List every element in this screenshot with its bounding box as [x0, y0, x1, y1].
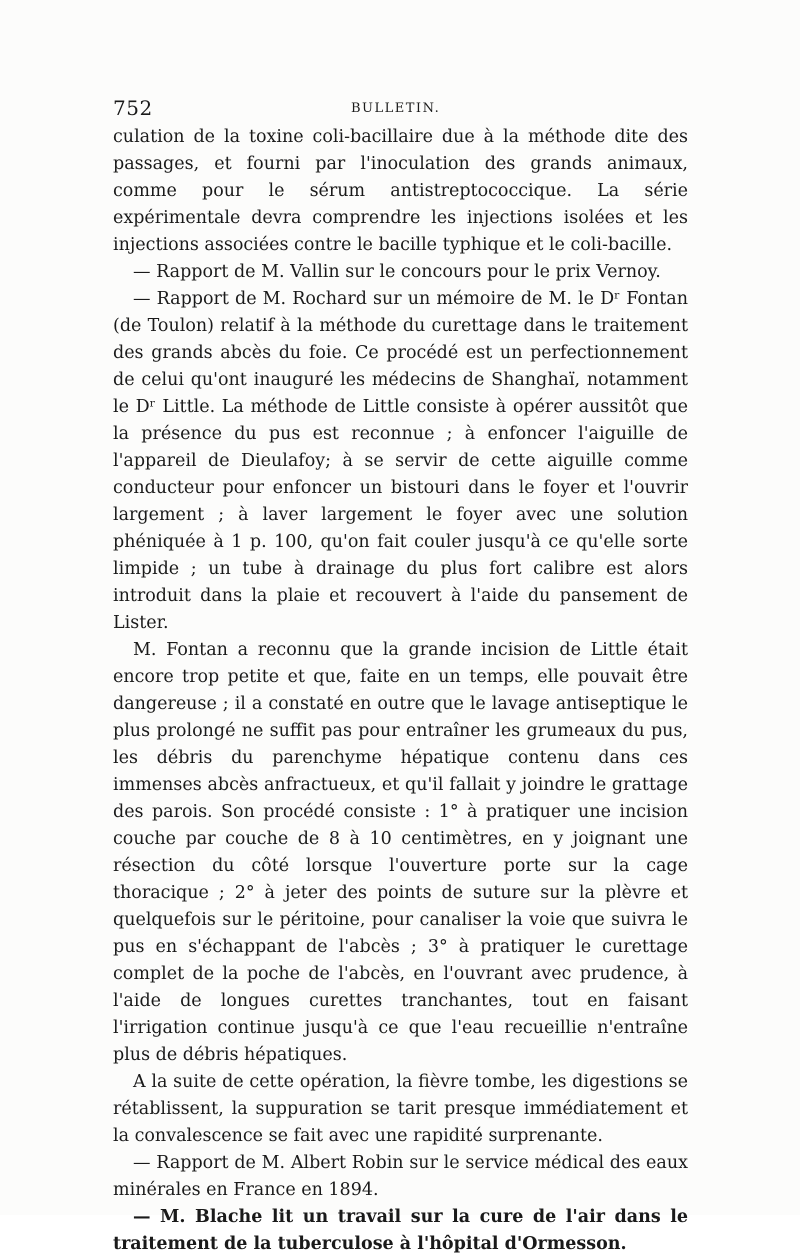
- paragraph-blache-work: — M. Blache lit un travail sur la cure de l'air dans le traitement de la tuberculose à l'hôpital d'Ormesson.: [113, 1207, 688, 1254]
- paragraph-fontan-procedure: M. Fontan a reconnu que la grande incision de Little était encore trop petite et que, faite en un temps, elle pouvait être dangereuse ; il a constaté en outre que le lavage antiseptique le plus prolongé ne suffit pas pour entraîner les grumeaux du pus, les débris du parenchyme hépatique contenu dans ces immenses abcès anfractueux, et qu'il fallait y joindre le grattage des parois. Son procédé consiste : 1° à pratiquer une incision couche par couche de 8 à 10 centimètres, en y joignant une résection du côté lorsque l'ouverture porte sur la cage thoracique ; 2° à jeter des points de suture sur la plèvre et quelquefois sur le péritoine, pour canaliser la voie que suivra le pus en s'échappant de l'abcès ; 3° à pratiquer le curettage complet de la poche de l'abcès, en l'ouvrant avec prudence, à l'aide de longues curettes tranchantes, tout en faisant l'irrigation continue jusqu'à ce que l'eau recueillie n'entraîne plus de débris hépatiques.: [113, 640, 688, 1065]
- page-number: 752: [113, 96, 153, 120]
- paragraph-vallin-report: — Rapport de M. Vallin sur le concours pour le prix Vernoy.: [133, 262, 661, 282]
- paragraph-outcome: A la suite de cette opération, la fièvre tombe, les digestions se rétablissent, la suppuration se tarit presque immédiatement et la convalescence se fait avec une rapidité surprenante.: [113, 1072, 688, 1146]
- paragraph-robin-report: — Rapport de M. Albert Robin sur le service médical des eaux minérales en France en 1894.: [113, 1153, 688, 1200]
- paragraph-continuation: culation de la toxine coli-bacillaire due à la méthode dite des passages, et fourni par l'inoculation des grands animaux, comme pour le sérum antistreptococcique. La série expérimentale devra comprendre les injections isolées et les injections associées contre le bacille typhique et le coli-bacille.: [113, 127, 688, 255]
- running-head: BULLETIN.: [351, 101, 441, 116]
- body-text: [113, 124, 688, 1258]
- page-header: [113, 96, 688, 122]
- paragraph-rochard-report: — Rapport de M. Rochard sur un mémoire de M. le Dʳ Fontan (de Toulon) relatif à la méthode du curettage dans le traitement des grands abcès du foie. Ce procédé est un perfectionnement de celui qu'ont inauguré les médecins de Shanghaï, notamment le Dʳ Little. La méthode de Little consiste à opérer aussitôt que la présence du pus est reconnue ; à enfoncer l'aiguille de l'appareil de Dieulafoy; à se servir de cette aiguille comme conducteur pour enfoncer un bistouri dans le foyer et l'ouvrir largement ; à laver largement le foyer avec une solution phéniquée à 1 p. 100, qu'on fait couler jusqu'à ce qu'elle sorte limpide ; un tube à drainage du plus fort calibre est alors introduit dans la plaie et recouvert à l'aide du pansement de Lister.: [113, 289, 688, 633]
